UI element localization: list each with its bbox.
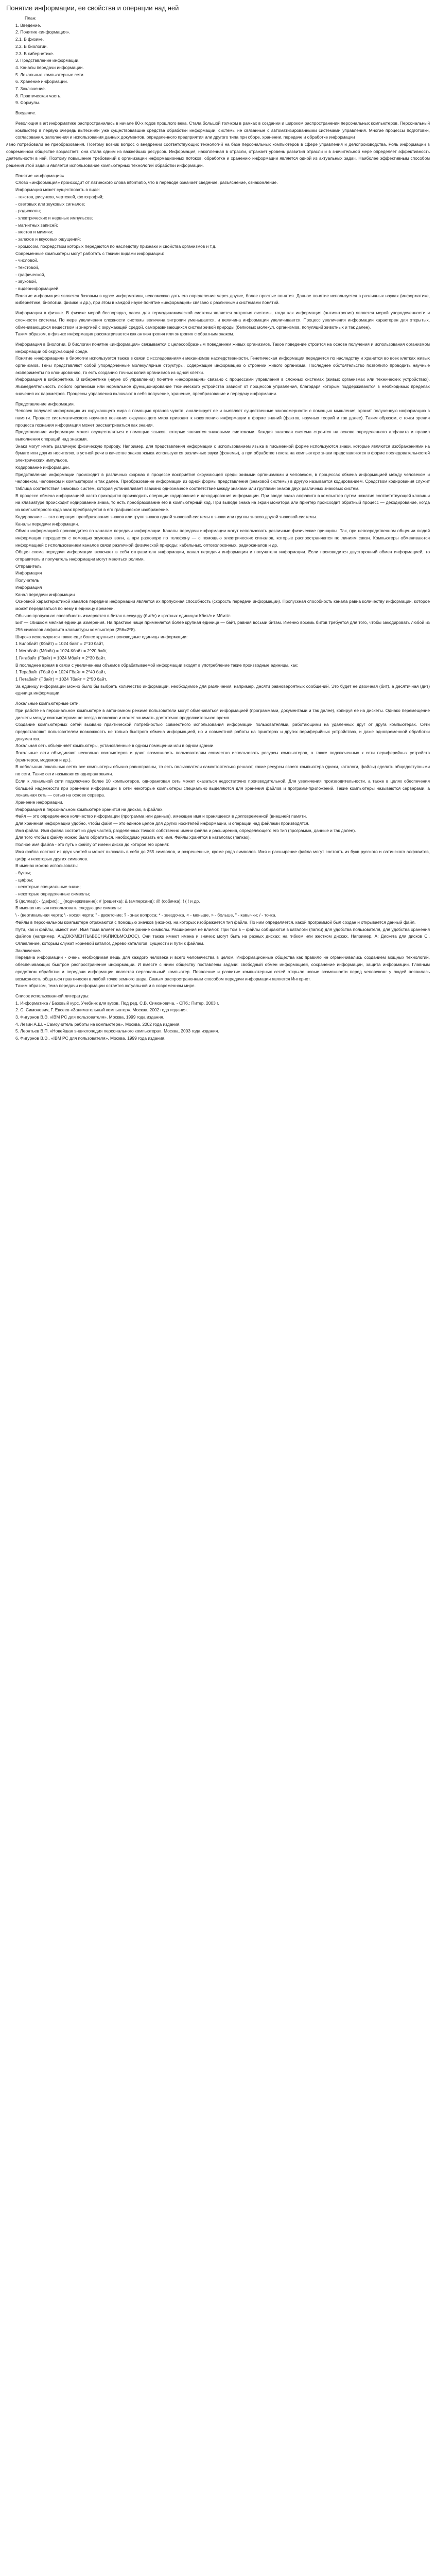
text-line: - жестов и мимики; — [15, 229, 54, 235]
text-line: - текстов, рисунков, чертежей, фотографий; — [15, 194, 103, 199]
text-line: Представление информации происходит в различных формах в процессе восприятия окружающей среды живыми организмами и человеком, в процессах обмена информацией между человеком и человеком, человеком и компьютером и так далее. Преобразование информации из одной формы представления (знаковой системы) в другую называется кодированием. Средством кодирования служит таблица соответствия знаковых систем, которая устанавливает взаимно однозначное соответствие между знаками или группами знаков двух различных знаковых систем. — [15, 471, 430, 491]
text-line: Понятие информация является базовым в курсе информатики, невозможно дать его определение через другие, более простые понятия. Данное понятие используется в различных науках (информатике, кибернетике, биологии, физике и др.), при этом в каждой науке понятие «информация» связано с различными системами понятий. — [15, 293, 430, 306]
text-line: Введение. — [15, 110, 37, 116]
text-line: Локальные компьютерные сети. — [15, 701, 80, 706]
text-line: Основной характеристикой каналов передачи информации является их пропускная способность (скорость передачи информации). Пропускная способность канала равна количеству информации, которое может передаваться по нему в единицу времени. — [15, 599, 430, 611]
text-line: Таким образом, тема передачи информации остается актуальной и в современном мире. — [15, 983, 196, 989]
text-line: - световых или звуковых сигналов; — [15, 201, 85, 207]
text-line: Информация в персональном компьютере хранится на дисках, в файлах. — [15, 806, 164, 812]
text-line: 1 Килобайт (Кбайт) = 1024 байт = 2^10 байт, — [15, 641, 104, 647]
text-line: Имя файла. Имя файла состоит из двух частей, разделенных точкой: собственно имени файла и расширения, определяющего его тип (программа, данные и так далее). — [15, 827, 356, 833]
text-line: 2. С. Симонович, Г. Евсеев «Занимательный компьютер». Москва, 2002 года издания. — [15, 1007, 188, 1013]
text-line: 1 Терабайт (Тбайт) = 1024 Гбайт = 2^40 байт, — [15, 669, 106, 675]
text-line: 3. Фигурнов В.Э. «IBM PC для пользователя». Москва, 1999 года издания. — [15, 1014, 165, 1020]
text-line: - графической, — [15, 272, 45, 277]
text-line: 2.3. В кибернетике. — [15, 50, 54, 56]
text-line: Революция в art информатике распространилась в начале 80-х годов прошлого века. Стала большой толчком в рамках в создании и широком распространении персональных компьютеров. Персональный компьютер в первую очередь вытеснили уже существовавшие средства обработки информации, системы не связанные с автоматизированными системами управления. Многие процессы подготовки, согласования, заполнения и использования данных документов, определенного предприятия или другого типа при сборе, хранении, передаче и обработке информации — [15, 120, 430, 140]
text-line: Файл — это определенное количество информации (программа или данные), имеющее имя и хранящееся в долговременной (внешней) памяти. — [15, 814, 307, 819]
text-line: 1. Информатика / Базовый курс. Учебник для вузов. Под ред. С.В. Симоновича. - СПб.: Питер, 2003 г. — [15, 1000, 219, 1006]
text-line: Список использованной литературы: — [15, 993, 90, 998]
text-line: Информация в биологии. В биологии понятие «информация» связывается с целесообразным поведением живых организмов. Такое поведение строится на основе получения и использования организмом информации об окружающей среде. — [15, 341, 430, 354]
text-line: Отправитель — [15, 563, 42, 569]
text-line: - радиоволн; — [15, 208, 41, 214]
text-line: Обычно пропускная способность измеряется в битах в секунду (бит/с) и кратных единицах Кбит/с и Мбит/с. — [15, 613, 232, 618]
text-line: - видеоинформацией. — [15, 286, 60, 292]
text-line: 5. Локальные компьютерные сети. — [15, 72, 85, 77]
text-line: Если к локальной сети подключено более 10 компьютеров, одноранговая сеть может оказаться недостаточно производительной. Для увеличения производительности, а также в целях обеспечения большей надежности при хранении информации в сети некоторые компьютеры специально выделяются для хранения файлов и программ-приложений. Такие компьютеры называются серверами, а локальная сеть — сетью на основе сервера. — [15, 778, 430, 798]
text-line: Канал передачи информации — [15, 591, 75, 597]
text-line: Для того чтобы к файлу можно было обратиться, необходимо указать его имя. Файлы хранятся в каталогах (папках). — [15, 835, 251, 840]
text-line: 1 Гигабайт (Гбайт) = 1024 Мбайт = 2^30 байт. — [15, 655, 106, 660]
text-line: 1. Введение. — [15, 22, 41, 28]
text-line: Информация в кибернетике. В кибернетике (науке об управлении) понятие «информация» связано с процессами управления в сложных системах (живых организмах или технических устройствах). Жизнедеятельность любого организма или нормальное функционирование технического устройства зависит от процессов управления, благодаря которым поддерживаются в необходимых пределах значения их параметров. Процессы управления включают в себя получение, хранение, преобразование и передачу информации. — [15, 377, 430, 396]
text-line: 4. Левин А.Ш. «Самоучитель работы на компьютере». Москва, 2002 года издания. — [15, 1021, 181, 1027]
text-line: - текстовой, — [15, 264, 39, 270]
text-line: - электрических и нервных импульсов; — [15, 215, 93, 221]
text-line: Информация — [15, 584, 42, 590]
text-line: В именах нельзя использовать следующие символы: — [15, 905, 122, 911]
text-line: Понятие «информация» — [15, 173, 64, 178]
text-line: 1 Петабайт (Пбайт) = 1024 Тбайт = 2^50 байт. — [15, 676, 107, 682]
text-line: Широко используются также еще более крупные производные единицы информации: — [15, 634, 188, 639]
text-line: Кодирование — это операция преобразования знаков или групп знаков одной знаковой системы в знаки или группы знаков другой знаковой системы. — [15, 514, 317, 519]
text-line: 9. Формулы. — [15, 100, 41, 106]
text-line: Файлы в персональном компьютере отражаются с помощью значков (иконок), на которых изображается тип файла. По ним определяется, какой программой был создан и открывается данный файл. — [15, 919, 416, 925]
text-line: Человек получает информацию из окружающего мира с помощью органов чувств, анализирует ее и выявляет существенные закономерности с помощью мышления, хранит полученную информацию в памяти. Процесс систематического научного познания окружающего мира приводит к накоплению информации в форме знаний (фактов, научных теорий и так далее). Таким образом, с точки зрения процесса познания информация может рассматриваться как знания. — [15, 408, 430, 428]
text-line: - хромосом, посредством которых передаются по наследству признаки и свойства организмов и т.д. — [15, 243, 217, 249]
text-line: Полное имя файла - это путь к файлу от имени диска до которое его хранят. — [15, 842, 169, 848]
text-line: Современные компьютеры могут работать с такими видами информации: — [15, 250, 164, 256]
text-line: Имя файла состоит из двух частей и может включать в себя до 255 символов, и разрешенные, кроме ряда символов. Имя и расширение файла могут состоять из букв русского и латинского алфавитов, цифр и некоторых других символов. — [15, 849, 430, 861]
text-line: - цифры; — [15, 877, 33, 883]
text-line: 6. Хранение информации. — [15, 79, 68, 84]
text-line: За единицу информации можно было бы выбрать количество информации, необходимое для различения, например, десяти равновероятных сообщений. Это будет не двоичная (бит), а десятичная (дит) единица информации. — [15, 683, 430, 696]
text-line: - магнитных записей; — [15, 222, 58, 228]
text-line: - числовой, — [15, 258, 39, 263]
text-line: 3. Представление информации. — [15, 58, 80, 63]
text-line: Создание компьютерных сетей вызвано практической потребностью совместного использования информации пользователями, работающими на удаленных друг от друга компьютерах. Сети предоставляют пользователям возможность не только быстрого обмена информацией, но и совместной работы на принтерах и других периферийных устройствах, и даже одновременной обработки документов. — [15, 722, 430, 741]
text-line: Пути, как и файлы, имеют имя. Имя тома влияет на более ранние символы. Расширения не влияют. При том в – файлы собираются в каталоги (папки) для удобства пользователя, для удобства хранения файлов (например, А:\ДОКУМЕНТЫ\ВЕСНА\ПИСЬМО.DOC). Они также имеют имена и значки; могут быть на разных дисках: на гибком или жестком дисках. Например, А: Дискета для дисков С:. Оглавление, которым служат корневой каталог, дерево каталогов, сущности и пути к файлам. — [15, 926, 430, 946]
document-title: Понятие информации, ее свойства и операции над ней — [6, 4, 179, 12]
text-line: - некоторые специальные знаки; — [15, 884, 81, 890]
text-line: Заключение. — [15, 947, 41, 953]
document-page — [0, 0, 436, 1042]
text-line: Кодирование информации. — [15, 464, 70, 470]
text-line: Представление информации. — [15, 401, 75, 406]
text-line: - запахов и вкусовых ощущений; — [15, 236, 81, 242]
text-line: Локальная сеть объединяет компьютеры, установленные в одном помещении или в одном здании. — [15, 743, 215, 749]
text-line: Знаки могут иметь различную физическую природу. Например, для представления информации с использованием языка в письменной форме используются знаки, которые являются изображениями на бумаге или других носителях, в устной речи в качестве знаков языка используются различные звуки (фонемы), а при обработке текста на компьютере знаки представляются в форме последовательностей электрических импульсов. — [15, 443, 430, 463]
text-line: 5. Леонтьев В.П. «Новейшая энциклопедия персонального компьютера». Москва, 2003 года издания. — [15, 1028, 219, 1034]
text-line: 2.2. В биологии. — [15, 43, 48, 49]
text-line: 7. Заключение. — [15, 86, 46, 92]
text-line: 2. Понятие «информация». — [15, 29, 71, 35]
text-line: 4. Каналы передачи информации. — [15, 64, 84, 70]
text-line: Представление информации может осуществляться с помощью языков, которые являются знаковыми системами. Каждая знаковая система строится на основе определенного алфавита и правил выполнения операций над знаками. — [15, 429, 430, 442]
text-line: Передача информации - очень необходимая вещь для каждого человека и всего человечества в целом. Информационные общества как правило не ограничивались созданием мощных технологий, обеспечивающих быстрое распространение информации. И вместе с ними обществу поставлены задачи: свободный обмен информацией, сохранение информации, защита информации. Главным средством обработки и передачи информации является персональный компьютер. Появление и развитие компьютерных сетей открыло новые возможности перед человеком: у людей появилась возможность общаться практически в любой точке земного шара. Самым распространенным способом передачи информации является Интернет. — [15, 955, 430, 981]
text-line: явно потребовали ее преобразования. Поэтому возник вопрос о внедрении соответствующих технологий на базе персональных компьютеров в сфере управления и делопроизводства. Роль информации в современном обществе возрастает: она стала одним из важнейших ресурсов. Информация, накопленная в отрасли, отражает уровень развития отрасли и в значительной мере определяет эффективность деятельности в ней. Поэтому повышение требований к организации информационных потоков, обработке и хранению информации является одной из актуальных задач. Наиболее эффективным способом решения этой задачи является использование компьютерных технологий обработки информации. — [6, 141, 430, 168]
text-line: План: — [25, 15, 37, 21]
text-line: - звуковой, — [15, 279, 37, 284]
text-line: Общая схема передачи информации включает в себя отправителя информации, канал передачи информации и получателя информации. Если производится двусторонний обмен информацией, то отправитель и получатель информации могут меняться ролями. — [15, 549, 430, 562]
text-line: В именах можно использовать: — [15, 863, 78, 869]
text-line: - некоторые определенные символы; — [15, 891, 90, 897]
text-line: Информация — [15, 570, 42, 576]
text-line: В небольших локальных сетях все компьютеры обычно равноправны, то есть пользователи самостоятельно решают, какие ресурсы своего компьютера (диски, каталоги, файлы) сделать общедоступными по сети. Такие сети называются одноранговыми. — [15, 764, 430, 777]
text-line: Понятие «информация» в биологии используется также в связи с исследованиями механизмов наследственности. Генетическая информация передается по наследству и хранится во всех клетках живых организмов. Гены представляют собой упорядоченные молекулярные структуры, содержащие информацию о строении живого организма. Последнее обстоятельство позволило проводить научные эксперименты по клонированию, то есть созданию точных копий организмов из одной клетки. — [15, 355, 430, 375]
text-line: Локальные сети объединяют несколько компьютеров и дают возможность пользователям совместно использовать ресурсы компьютеров, а также подключенных к сети периферийных устройств (принтеров, модемов и др.). — [15, 750, 430, 762]
text-line: Бит — слишком мелкая единица измерения. На практике чаще применяется более крупная единица — байт, равная восьми битам. Именно восемь битов требуется для того, чтобы закодировать любой из 256 символов алфавита клавиатуры компьютера (256=2^8). — [15, 620, 430, 633]
text-line: Получатель — [15, 578, 39, 583]
text-line: Информация в физике. В физике мерой беспорядка, хаоса для термодинамической системы является энтропия системы, тогда как информация (антиэнтропия) является мерой упорядоченности и сложности системы. По мере увеличения сложности системы величина энтропии уменьшается, и величина информации увеличивается. Процесс увеличения информации характерен для открытых, обменивающихся веществом и энергией с окружающей средой, саморазвивающихся систем живой природы (белковых молекул, организмов, популяций животных и так далее). — [15, 310, 430, 330]
text-line: 6. Фигурнов В.Э., «IBM PC для пользователя». Москва, 1999 года издания. — [15, 1036, 166, 1041]
text-line: - буквы; — [15, 870, 31, 875]
text-line: В процессе обмена информацией часто приходится производить операции кодирования и декодирования информации. При вводе знака алфавита в компьютер путем нажатия соответствующей клавиши на клавиатуре происходит кодирование знака, то есть преобразование его в компьютерный код. При выводе знака на экран монитора или принтер происходит обратный процесс — декодирование, когда из компьютерного кода знак преобразуется в его графическое изображение. — [15, 493, 430, 513]
text-line: \ - (вертикальная черта; \ - косая черта; " - двоеточие; ? - знак вопроса; * - звездочка, < - меньше, > - больше, " - кавычки; / - точка. — [15, 912, 276, 918]
text-line: В последнее время в связи с увеличением объемов обрабатываемой информации входят в употребление такие производные единицы, как: — [15, 662, 299, 668]
text-line: Хранение информации. — [15, 799, 63, 805]
text-line: Таким образом, в физике информация рассматривается как антиэнтропия или энтропия с обратным знаком. — [15, 331, 234, 337]
text-line: 8. Практическая часть. — [15, 93, 62, 98]
text-line: При работе на персональном компьютере в автономном режиме пользователи могут обмениваться информацией (программами, документами и так далее), копируя ее на дискеты. Однако перемещение дискеты между компьютерами не всегда возможно и может занимать достаточно продолжительное время. — [15, 707, 430, 720]
text-line: 2.1. В физике. — [15, 37, 44, 42]
text-line: Обмен информацией производится по каналам передачи информации. Каналы передачи информации могут использовать различные физические принципы. Так, при непосредственном общении людей информация передается с помощью звуковых волн, а при разговоре по телефону — с помощью электрических сигналов, которые распространяются по линиям связи. Компьютеры обмениваются информацией с использованием каналов связи различной физической природы: кабельных, оптоволоконных, радиоканалов и др. — [15, 528, 430, 548]
text-line: $ (доллар); - (дефис); _ (подчеркивание); # (решетка); & (амперсанд); @ (собачка); ! ( ! и др. — [15, 898, 200, 904]
text-line: Информация может существовать в виде: — [15, 187, 100, 193]
text-line: Слово «информация» происходит от латинского слова informatio, что в переводе означает сведение, разъяснение, ознакомление. — [15, 180, 278, 185]
text-line: Для хранения информации удобно, чтобы файл — это единое целое для других носителей информации, и операции над файлами производятся. — [15, 821, 310, 826]
document-body — [6, 15, 430, 1042]
text-line: Каналы передачи информации. — [15, 521, 79, 527]
text-line: 1 Мегабайт (Мбайт) = 1024 Кбайт = 2^20 байт, — [15, 648, 108, 654]
